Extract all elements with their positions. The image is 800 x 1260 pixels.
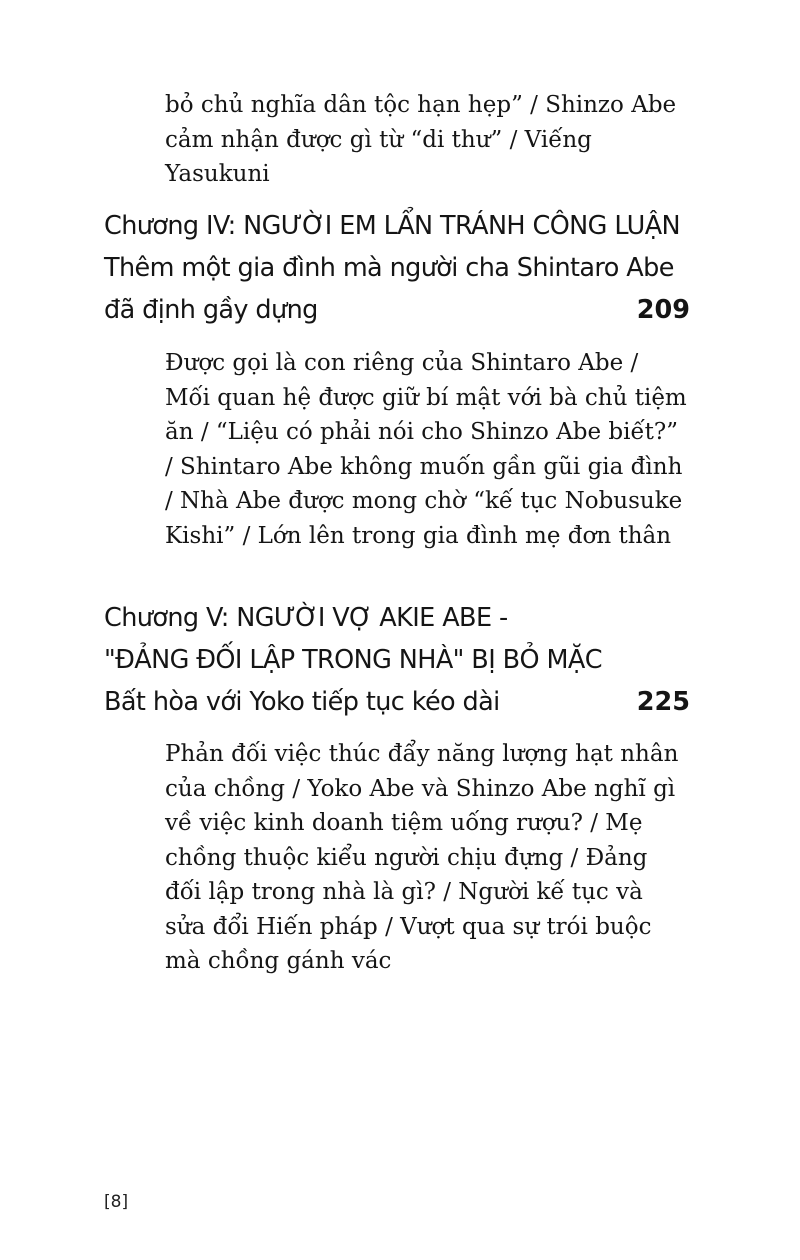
chapter-5-title-line2: "ĐẢNG ĐỐI LẬP TRONG NHÀ" BỊ BỎ MẶC [104,645,602,675]
previous-chapter-summary: bỏ chủ nghĩa dân tộc hạn hẹp” / Shinzo Abe cảm nhận được gì từ “di thư” / Viếng Yasukuni [165,92,677,187]
page-folio: [8] [104,1192,129,1212]
chapter-4-summary: Được gọi là con riêng của Shintaro Abe / Mối quan hệ được giữ bí mật với bà chủ tiệm ăn / “Liệu có phải nói cho Shinzo Abe biết?” / Shintaro Abe không muốn gần gũi gia đình / Nhà Abe được mong chờ “kế tục Nobusuke Kishi” / Lớn lên trong gia đình mẹ đơn thân [165,350,687,549]
chapter-5-subtitle: Bất hòa với Yoko tiếp tục kéo dài [104,687,500,717]
chapter-5-subtitle-row [104,681,690,723]
chapter-4-title: Chương IV: NGƯỜI EM LẨN TRÁNH CÔNG LUẬN [104,211,681,241]
chapter-4-subtitle-line2: đã định gầy dựng [104,295,318,325]
chapter-5-title: Chương V: NGƯỜI VỢ AKIE ABE - [104,603,508,633]
chapter-5-heading [104,597,690,723]
chapter-4-heading [104,205,690,331]
chapter-4-subtitle-row [104,289,690,331]
chapter-5-page-number: 225 [636,687,690,717]
chapter-5-summary: Phản đối việc thúc đẩy năng lượng hạt nhân của chồng / Yoko Abe và Shinzo Abe nghĩ gì về việc kinh doanh tiệm uống rượu? / Mẹ chồng thuộc kiểu người chịu đựng / Đảng đối lập trong nhà là gì? / Người kế tục và sửa đổi Hiến pháp / Vượt qua sự trói buộc mà chồng gánh vác [165,741,679,974]
chapter-4-page-number: 209 [636,295,690,325]
chapter-4-subtitle-line1: Thêm một gia đình mà người cha Shintaro Abe [104,253,674,283]
